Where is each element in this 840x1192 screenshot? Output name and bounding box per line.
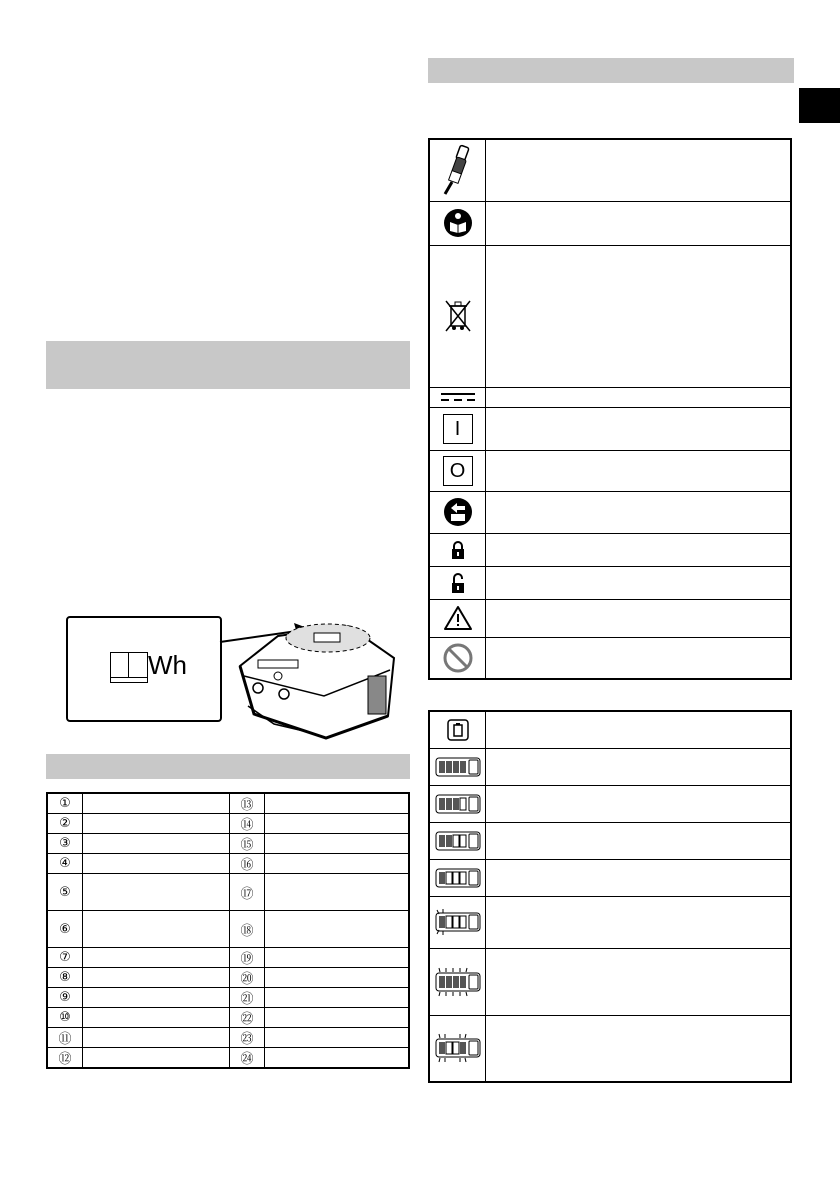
part-number: ㉑	[230, 988, 265, 1008]
table-row	[47, 988, 409, 1008]
battery-indicator-table	[428, 710, 792, 1083]
part-number: ⑩	[47, 1008, 83, 1028]
table-row	[47, 911, 409, 948]
table-row	[429, 450, 791, 491]
unlock-icon	[450, 572, 466, 594]
wh-bracket	[110, 678, 148, 683]
part-number: ⑪	[47, 1028, 83, 1048]
table-row	[429, 387, 791, 407]
part-number: ①	[47, 793, 83, 814]
table-row	[429, 748, 791, 785]
table-row	[47, 793, 409, 814]
detach-battery-icon	[443, 497, 473, 527]
table-row	[429, 139, 791, 201]
table-row	[47, 968, 409, 988]
battery-outline-icon	[447, 719, 469, 741]
table-row	[429, 822, 791, 859]
part-number: ⑨	[47, 988, 83, 1008]
wh-unit: Wh	[148, 650, 187, 680]
part-number: ⑧	[47, 968, 83, 988]
battery-two-blinking-icon	[434, 1033, 482, 1063]
part-number: ⑦	[47, 948, 83, 968]
table-row	[47, 834, 409, 854]
wh-value-boxes	[110, 652, 148, 678]
part-number: ⑲	[230, 948, 265, 968]
symbols-table	[428, 138, 792, 680]
on-label: I	[454, 417, 461, 440]
table-row	[429, 491, 791, 533]
table-row	[47, 1008, 409, 1028]
table-row	[47, 1048, 409, 1069]
table-row	[429, 533, 791, 566]
table-row	[429, 785, 791, 822]
part-number: ⑰	[230, 874, 265, 911]
warning-icon	[443, 605, 473, 631]
read-manual-icon	[443, 208, 473, 238]
switch-on-icon	[443, 414, 473, 444]
table-row	[429, 245, 791, 387]
part-number: ⑥	[47, 911, 83, 948]
table-row	[429, 407, 791, 450]
off-label: O	[449, 459, 466, 482]
section-header-battery	[46, 341, 410, 389]
part-number: ④	[47, 854, 83, 874]
battery-pack-illustration	[218, 606, 410, 746]
saw-tool-icon	[442, 144, 474, 196]
table-row	[429, 711, 791, 748]
crossed-bin-icon	[443, 298, 473, 334]
dc-current-icon	[440, 392, 476, 402]
table-row	[429, 566, 791, 599]
switch-off-icon	[443, 456, 473, 486]
table-row	[47, 874, 409, 911]
table-row	[429, 599, 791, 637]
table-row	[47, 1028, 409, 1048]
part-number: ⑤	[47, 874, 83, 911]
table-row	[429, 201, 791, 245]
table-row	[47, 814, 409, 834]
part-number: ⑭	[230, 814, 265, 834]
parts-table	[46, 792, 410, 1069]
part-number: ⑮	[230, 834, 265, 854]
battery-all-blinking-icon	[434, 967, 482, 997]
part-number: ⑯	[230, 854, 265, 874]
prohibited-icon	[442, 642, 474, 674]
table-row	[429, 948, 791, 1015]
part-number: ㉒	[230, 1008, 265, 1028]
part-number: ②	[47, 814, 83, 834]
part-number: ⑬	[230, 793, 265, 814]
battery-level-1-icon	[435, 868, 481, 888]
part-number: ⑫	[47, 1048, 83, 1069]
battery-level-3-icon	[435, 794, 481, 814]
table-row	[429, 859, 791, 896]
part-number: ⑱	[230, 911, 265, 948]
part-number: ㉓	[230, 1028, 265, 1048]
table-row	[429, 637, 791, 679]
battery-level-1-blinking-icon	[434, 908, 482, 936]
section-header-parts	[46, 754, 410, 779]
language-tab[interactable]	[799, 88, 840, 123]
table-row	[429, 1015, 791, 1082]
part-number: ⑳	[230, 968, 265, 988]
part-number: ③	[47, 834, 83, 854]
battery-level-4-icon	[435, 757, 481, 777]
battery-level-2-icon	[435, 831, 481, 851]
lock-icon	[450, 540, 466, 560]
battery-label-callout	[66, 616, 222, 722]
table-row	[47, 948, 409, 968]
table-row	[429, 896, 791, 948]
section-header-symbols	[428, 58, 794, 83]
part-number: ㉔	[230, 1048, 265, 1069]
table-row	[47, 854, 409, 874]
